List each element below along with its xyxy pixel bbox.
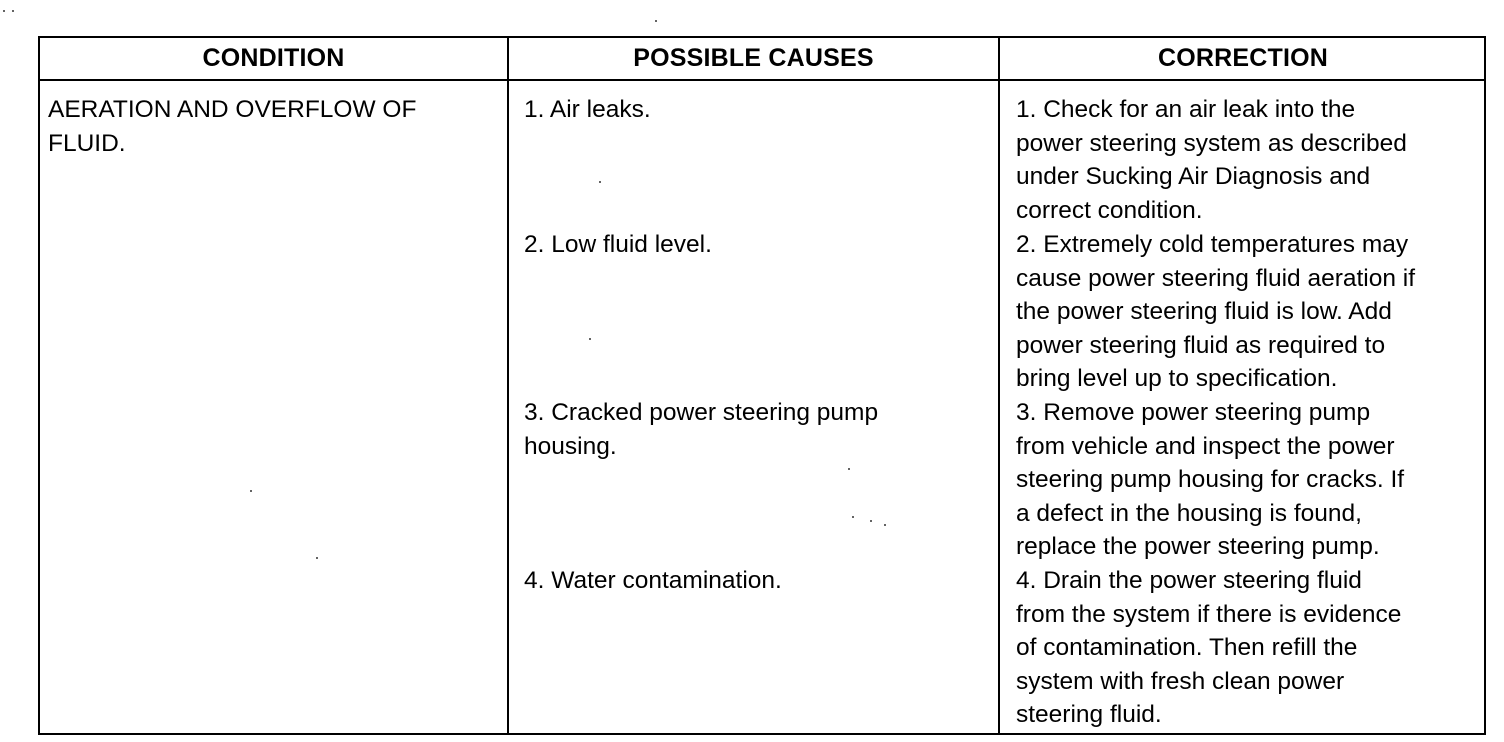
- diagnosis-table: [38, 36, 1486, 735]
- scan-speck: [852, 516, 854, 518]
- cause-3: 3. Cracked power steering pump housing.: [524, 399, 879, 460]
- column-divider: [998, 38, 1000, 733]
- correction-3: 3. Remove power steering pump from vehicle and inspect the power steering pump housing for cracks. If a defect in the housing is found, replace the power steering pump.: [1016, 399, 1405, 560]
- scan-speck: [848, 468, 850, 470]
- scan-speck: [589, 338, 591, 340]
- condition-text: AERATION AND OVERFLOW OF FLUID.: [48, 96, 417, 157]
- header-possible-causes: POSSIBLE CAUSES: [633, 44, 874, 72]
- cause-4: 4. Water contamination.: [524, 567, 782, 594]
- scan-speck: [599, 181, 601, 183]
- scan-speck: [250, 490, 252, 492]
- scan-speck: [12, 10, 14, 12]
- correction-4: 4. Drain the power steering fluid from the system if there is evidence of contamination. Then refill the system with fresh clean power steering fluid.: [1016, 567, 1402, 728]
- scan-speck: [3, 10, 5, 12]
- header-condition: CONDITION: [202, 44, 345, 72]
- correction-2: 2. Extremely cold temperatures may cause power steering fluid aeration if the power steering fluid is low. Add power steering fluid as required to bring level up to specification.: [1016, 231, 1416, 392]
- header-correction: CORRECTION: [1157, 44, 1329, 72]
- scan-speck: [316, 557, 318, 559]
- cause-1: 1. Air leaks.: [524, 96, 651, 123]
- scan-speck: [870, 520, 872, 522]
- header-divider: [40, 79, 1484, 81]
- scan-speck: [655, 20, 657, 22]
- column-divider: [507, 38, 509, 733]
- correction-1: 1. Check for an air leak into the power steering system as described under Sucking Air Diagnosis and correct condition.: [1016, 96, 1407, 224]
- scan-speck: [884, 524, 886, 526]
- cause-2: 2. Low fluid level.: [524, 231, 712, 258]
